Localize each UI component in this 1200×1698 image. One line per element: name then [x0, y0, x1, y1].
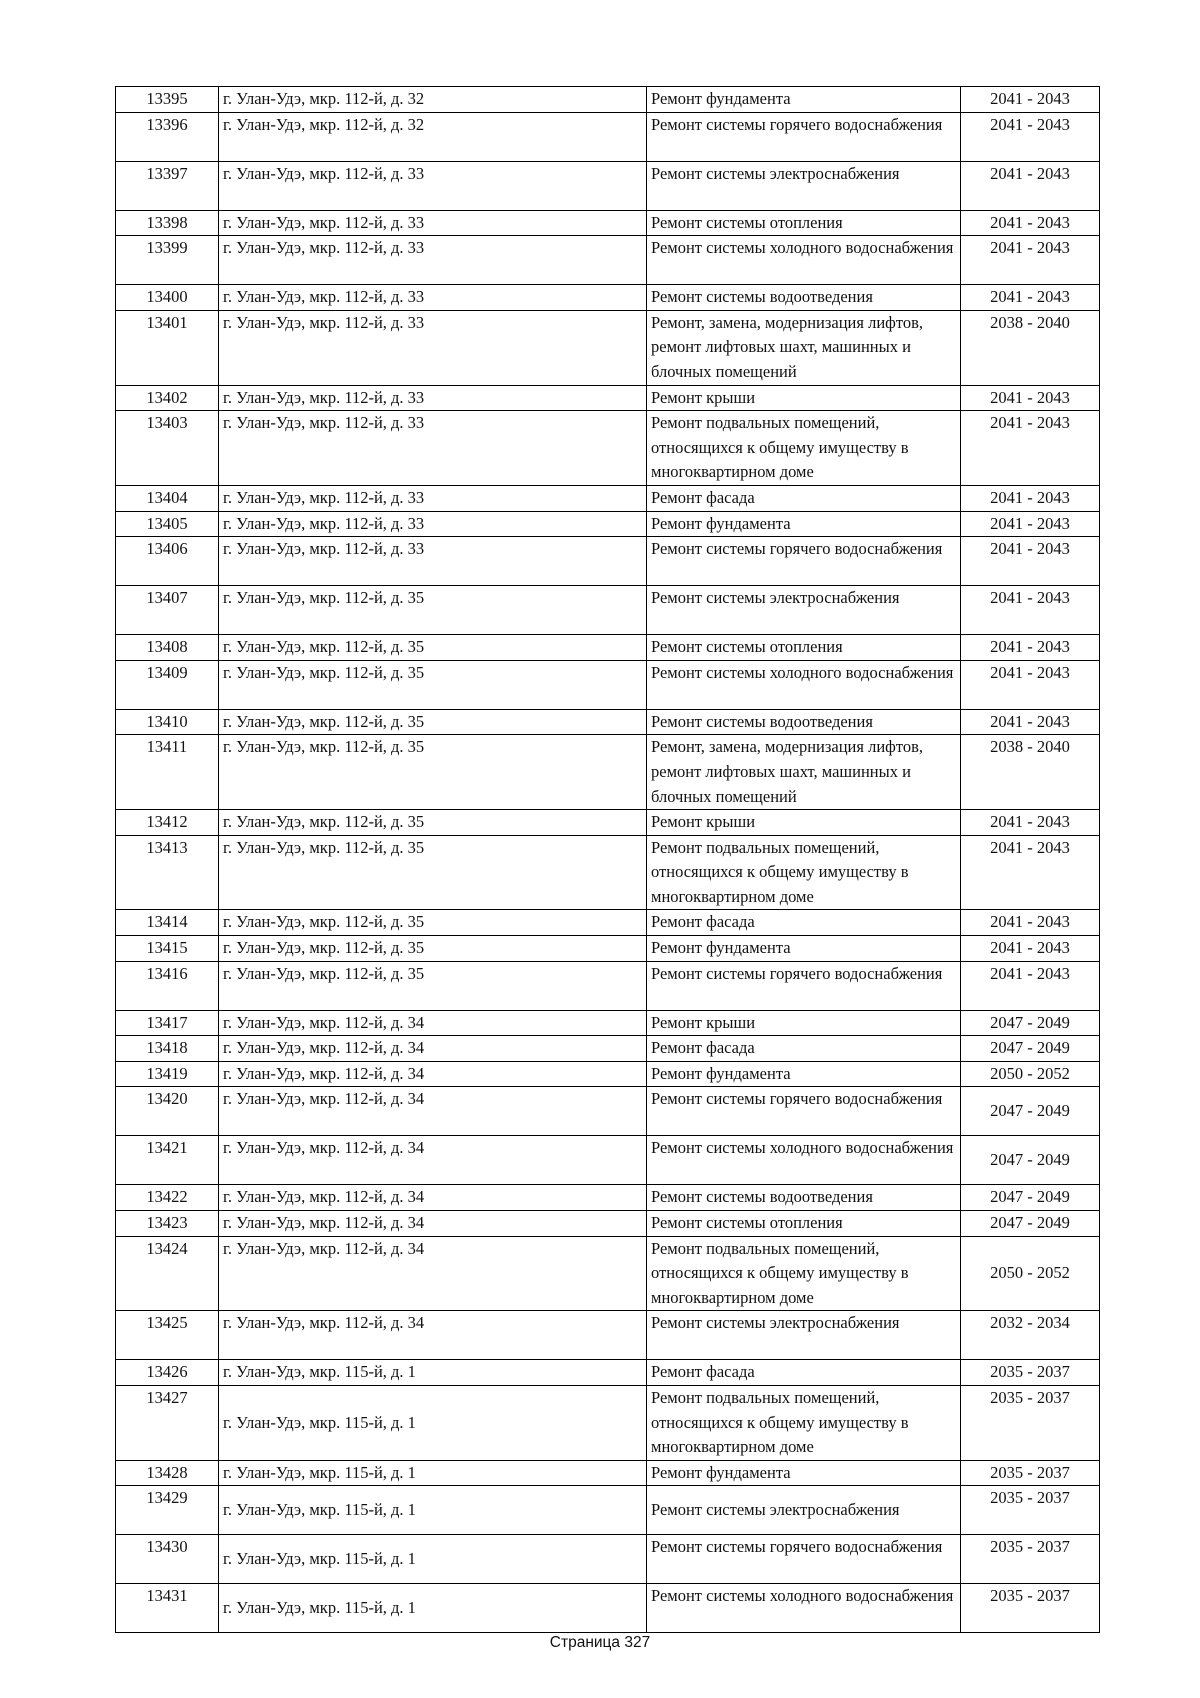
work-type-cell: Ремонт системы электроснабжения	[647, 1311, 961, 1360]
period-cell: 2035 - 2037	[961, 1360, 1100, 1386]
address-cell: г. Улан-Удэ, мкр. 112-й, д. 34	[219, 1136, 647, 1185]
work-type-cell: Ремонт, замена, модернизация лифтов, ремонт лифтовых шахт, машинных и блочных помещений	[647, 735, 961, 810]
address-cell: г. Улан-Удэ, мкр. 112-й, д. 35	[219, 961, 647, 1010]
table-row	[116, 411, 1100, 486]
work-type-cell: Ремонт системы холодного водоснабжения	[647, 660, 961, 709]
period-cell: 2050 - 2052	[961, 1061, 1100, 1087]
table-row	[116, 1036, 1100, 1062]
table-row	[116, 1236, 1100, 1311]
work-type-cell: Ремонт системы холодного водоснабжения	[647, 1584, 961, 1633]
table-row	[116, 936, 1100, 962]
row-number-cell: 13425	[116, 1311, 219, 1360]
table-row	[116, 537, 1100, 586]
row-number-cell: 13422	[116, 1185, 219, 1211]
row-number-cell: 13416	[116, 961, 219, 1010]
table-row	[116, 285, 1100, 311]
address-cell: г. Улан-Удэ, мкр. 112-й, д. 33	[219, 411, 647, 486]
period-cell: 2041 - 2043	[961, 112, 1100, 161]
table-body	[116, 87, 1100, 1633]
table-row	[116, 635, 1100, 661]
row-number-cell: 13396	[116, 112, 219, 161]
table-row	[116, 660, 1100, 709]
period-cell: 2041 - 2043	[961, 411, 1100, 486]
page-number-label: Страница 327	[549, 1634, 651, 1651]
period-cell: 2041 - 2043	[961, 236, 1100, 285]
address-cell: г. Улан-Удэ, мкр. 112-й, д. 35	[219, 936, 647, 962]
address-cell: г. Улан-Удэ, мкр. 112-й, д. 35	[219, 635, 647, 661]
table-row	[116, 1185, 1100, 1211]
address-cell: г. Улан-Удэ, мкр. 112-й, д. 34	[219, 1061, 647, 1087]
period-cell: 2035 - 2037	[961, 1386, 1100, 1461]
table-row	[116, 112, 1100, 161]
row-number-cell: 13395	[116, 87, 219, 113]
table-row	[116, 709, 1100, 735]
work-type-cell: Ремонт фундамента	[647, 936, 961, 962]
work-type-cell: Ремонт фундамента	[647, 511, 961, 537]
address-cell: г. Улан-Удэ, мкр. 112-й, д. 33	[219, 385, 647, 411]
period-cell: 2041 - 2043	[961, 385, 1100, 411]
row-number-cell: 13411	[116, 735, 219, 810]
address-cell: г. Улан-Удэ, мкр. 112-й, д. 35	[219, 709, 647, 735]
table-row	[116, 1486, 1100, 1535]
row-number-cell: 13426	[116, 1360, 219, 1386]
period-cell: 2041 - 2043	[961, 210, 1100, 236]
period-cell: 2041 - 2043	[961, 660, 1100, 709]
row-number-cell: 13400	[116, 285, 219, 311]
work-type-cell: Ремонт системы водоотведения	[647, 1185, 961, 1211]
address-cell: г. Улан-Удэ, мкр. 112-й, д. 34	[219, 1236, 647, 1311]
table-row	[116, 1136, 1100, 1185]
period-cell: 2041 - 2043	[961, 285, 1100, 311]
work-type-cell: Ремонт подвальных помещений, относящихся к общему имуществу в многоквартирном доме	[647, 1236, 961, 1311]
row-number-cell: 13403	[116, 411, 219, 486]
work-type-cell: Ремонт фундамента	[647, 1061, 961, 1087]
work-type-cell: Ремонт системы электроснабжения	[647, 1486, 961, 1535]
work-type-cell: Ремонт системы холодного водоснабжения	[647, 1136, 961, 1185]
address-cell: г. Улан-Удэ, мкр. 112-й, д. 35	[219, 910, 647, 936]
table-row	[116, 1087, 1100, 1136]
address-cell: г. Улан-Удэ, мкр. 112-й, д. 33	[219, 236, 647, 285]
work-type-cell: Ремонт подвальных помещений, относящихся к общему имуществу в многоквартирном доме	[647, 1386, 961, 1461]
row-number-cell: 13410	[116, 709, 219, 735]
work-type-cell: Ремонт системы электроснабжения	[647, 586, 961, 635]
period-cell: 2041 - 2043	[961, 485, 1100, 511]
table-row	[116, 735, 1100, 810]
work-type-cell: Ремонт фасада	[647, 1036, 961, 1062]
work-type-cell: Ремонт фасада	[647, 910, 961, 936]
period-cell: 2041 - 2043	[961, 511, 1100, 537]
period-cell: 2038 - 2040	[961, 310, 1100, 385]
row-number-cell: 13397	[116, 161, 219, 210]
period-cell: 2041 - 2043	[961, 635, 1100, 661]
period-cell: 2041 - 2043	[961, 810, 1100, 836]
address-cell: г. Улан-Удэ, мкр. 115-й, д. 1	[219, 1360, 647, 1386]
work-type-cell: Ремонт фасада	[647, 1360, 961, 1386]
row-number-cell: 13419	[116, 1061, 219, 1087]
table-row	[116, 385, 1100, 411]
table-row	[116, 810, 1100, 836]
work-type-cell: Ремонт крыши	[647, 1010, 961, 1036]
address-cell: г. Улан-Удэ, мкр. 112-й, д. 34	[219, 1311, 647, 1360]
table-row	[116, 1311, 1100, 1360]
work-type-cell: Ремонт системы водоотведения	[647, 709, 961, 735]
period-cell: 2041 - 2043	[961, 537, 1100, 586]
work-type-cell: Ремонт системы электроснабжения	[647, 161, 961, 210]
period-cell: 2032 - 2034	[961, 1311, 1100, 1360]
row-number-cell: 13404	[116, 485, 219, 511]
table-row	[116, 910, 1100, 936]
address-cell: г. Улан-Удэ, мкр. 112-й, д. 33	[219, 310, 647, 385]
table-row	[116, 586, 1100, 635]
period-cell: 2041 - 2043	[961, 961, 1100, 1010]
row-number-cell: 13420	[116, 1087, 219, 1136]
table-row	[116, 161, 1100, 210]
work-type-cell: Ремонт системы отопления	[647, 635, 961, 661]
row-number-cell: 13429	[116, 1486, 219, 1535]
work-type-cell: Ремонт системы горячего водоснабжения	[647, 537, 961, 586]
table-row	[116, 310, 1100, 385]
table-row	[116, 87, 1100, 113]
address-cell: г. Улан-Удэ, мкр. 112-й, д. 35	[219, 835, 647, 910]
address-cell: г. Улан-Удэ, мкр. 112-й, д. 33	[219, 485, 647, 511]
period-cell: 2038 - 2040	[961, 735, 1100, 810]
row-number-cell: 13407	[116, 586, 219, 635]
address-cell: г. Улан-Удэ, мкр. 112-й, д. 33	[219, 210, 647, 236]
period-cell: 2035 - 2037	[961, 1584, 1100, 1633]
row-number-cell: 13414	[116, 910, 219, 936]
row-number-cell: 13418	[116, 1036, 219, 1062]
period-cell: 2035 - 2037	[961, 1486, 1100, 1535]
period-cell: 2041 - 2043	[961, 586, 1100, 635]
work-type-cell: Ремонт системы отопления	[647, 1211, 961, 1237]
address-cell: г. Улан-Удэ, мкр. 112-й, д. 35	[219, 735, 647, 810]
period-cell: 2041 - 2043	[961, 835, 1100, 910]
period-cell: 2047 - 2049	[961, 1010, 1100, 1036]
address-cell: г. Улан-Удэ, мкр. 115-й, д. 1	[219, 1584, 647, 1633]
work-type-cell: Ремонт системы горячего водоснабжения	[647, 961, 961, 1010]
address-cell: г. Улан-Удэ, мкр. 115-й, д. 1	[219, 1460, 647, 1486]
capital-repair-table	[115, 86, 1100, 1633]
row-number-cell: 13413	[116, 835, 219, 910]
address-cell: г. Улан-Удэ, мкр. 115-й, д. 1	[219, 1535, 647, 1584]
address-cell: г. Улан-Удэ, мкр. 112-й, д. 33	[219, 537, 647, 586]
table-row	[116, 485, 1100, 511]
address-cell: г. Улан-Удэ, мкр. 112-й, д. 34	[219, 1087, 647, 1136]
work-type-cell: Ремонт крыши	[647, 810, 961, 836]
row-number-cell: 13401	[116, 310, 219, 385]
period-cell: 2041 - 2043	[961, 936, 1100, 962]
table-row	[116, 835, 1100, 910]
table-row	[116, 1211, 1100, 1237]
period-cell: 2035 - 2037	[961, 1460, 1100, 1486]
page-footer	[0, 1634, 1200, 1652]
table-row	[116, 236, 1100, 285]
row-number-cell: 13430	[116, 1535, 219, 1584]
period-cell: 2035 - 2037	[961, 1535, 1100, 1584]
table-row	[116, 1535, 1100, 1584]
address-cell: г. Улан-Удэ, мкр. 115-й, д. 1	[219, 1386, 647, 1461]
period-cell: 2047 - 2049	[961, 1211, 1100, 1237]
row-number-cell: 13406	[116, 537, 219, 586]
work-type-cell: Ремонт системы горячего водоснабжения	[647, 112, 961, 161]
table-row	[116, 1360, 1100, 1386]
row-number-cell: 13423	[116, 1211, 219, 1237]
table-row	[116, 1010, 1100, 1036]
work-type-cell: Ремонт фундамента	[647, 1460, 961, 1486]
period-cell: 2047 - 2049	[961, 1036, 1100, 1062]
address-cell: г. Улан-Удэ, мкр. 112-й, д. 33	[219, 161, 647, 210]
address-cell: г. Улан-Удэ, мкр. 112-й, д. 33	[219, 511, 647, 537]
row-number-cell: 13408	[116, 635, 219, 661]
table-row	[116, 511, 1100, 537]
work-type-cell: Ремонт крыши	[647, 385, 961, 411]
address-cell: г. Улан-Удэ, мкр. 112-й, д. 35	[219, 660, 647, 709]
work-type-cell: Ремонт фасада	[647, 485, 961, 511]
row-number-cell: 13415	[116, 936, 219, 962]
work-type-cell: Ремонт, замена, модернизация лифтов, ремонт лифтовых шахт, машинных и блочных помещений	[647, 310, 961, 385]
address-cell: г. Улан-Удэ, мкр. 112-й, д. 34	[219, 1010, 647, 1036]
table-row	[116, 1386, 1100, 1461]
period-cell: 2047 - 2049	[961, 1185, 1100, 1211]
address-cell: г. Улан-Удэ, мкр. 112-й, д. 34	[219, 1185, 647, 1211]
row-number-cell: 13412	[116, 810, 219, 836]
work-type-cell: Ремонт системы горячего водоснабжения	[647, 1087, 961, 1136]
address-cell: г. Улан-Удэ, мкр. 112-й, д. 34	[219, 1211, 647, 1237]
period-cell: 2047 - 2049	[961, 1136, 1100, 1185]
address-cell: г. Улан-Удэ, мкр. 115-й, д. 1	[219, 1486, 647, 1535]
period-cell: 2047 - 2049	[961, 1087, 1100, 1136]
work-type-cell: Ремонт системы водоотведения	[647, 285, 961, 311]
work-type-cell: Ремонт системы отопления	[647, 210, 961, 236]
table-row	[116, 1460, 1100, 1486]
work-type-cell: Ремонт подвальных помещений, относящихся к общему имуществу в многоквартирном доме	[647, 411, 961, 486]
work-type-cell: Ремонт подвальных помещений, относящихся к общему имуществу в многоквартирном доме	[647, 835, 961, 910]
row-number-cell: 13431	[116, 1584, 219, 1633]
address-cell: г. Улан-Удэ, мкр. 112-й, д. 33	[219, 285, 647, 311]
table-row	[116, 1584, 1100, 1633]
row-number-cell: 13398	[116, 210, 219, 236]
period-cell: 2050 - 2052	[961, 1236, 1100, 1311]
row-number-cell: 13428	[116, 1460, 219, 1486]
row-number-cell: 13417	[116, 1010, 219, 1036]
period-cell: 2041 - 2043	[961, 910, 1100, 936]
row-number-cell: 13427	[116, 1386, 219, 1461]
work-type-cell: Ремонт системы холодного водоснабжения	[647, 236, 961, 285]
address-cell: г. Улан-Удэ, мкр. 112-й, д. 32	[219, 112, 647, 161]
table-row	[116, 961, 1100, 1010]
row-number-cell: 13409	[116, 660, 219, 709]
period-cell: 2041 - 2043	[961, 709, 1100, 735]
period-cell: 2041 - 2043	[961, 87, 1100, 113]
period-cell: 2041 - 2043	[961, 161, 1100, 210]
row-number-cell: 13405	[116, 511, 219, 537]
address-cell: г. Улан-Удэ, мкр. 112-й, д. 35	[219, 810, 647, 836]
work-type-cell: Ремонт фундамента	[647, 87, 961, 113]
table-row	[116, 210, 1100, 236]
work-type-cell: Ремонт системы горячего водоснабжения	[647, 1535, 961, 1584]
address-cell: г. Улан-Удэ, мкр. 112-й, д. 35	[219, 586, 647, 635]
row-number-cell: 13399	[116, 236, 219, 285]
row-number-cell: 13402	[116, 385, 219, 411]
table-row	[116, 1061, 1100, 1087]
address-cell: г. Улан-Удэ, мкр. 112-й, д. 32	[219, 87, 647, 113]
address-cell: г. Улан-Удэ, мкр. 112-й, д. 34	[219, 1036, 647, 1062]
row-number-cell: 13424	[116, 1236, 219, 1311]
row-number-cell: 13421	[116, 1136, 219, 1185]
